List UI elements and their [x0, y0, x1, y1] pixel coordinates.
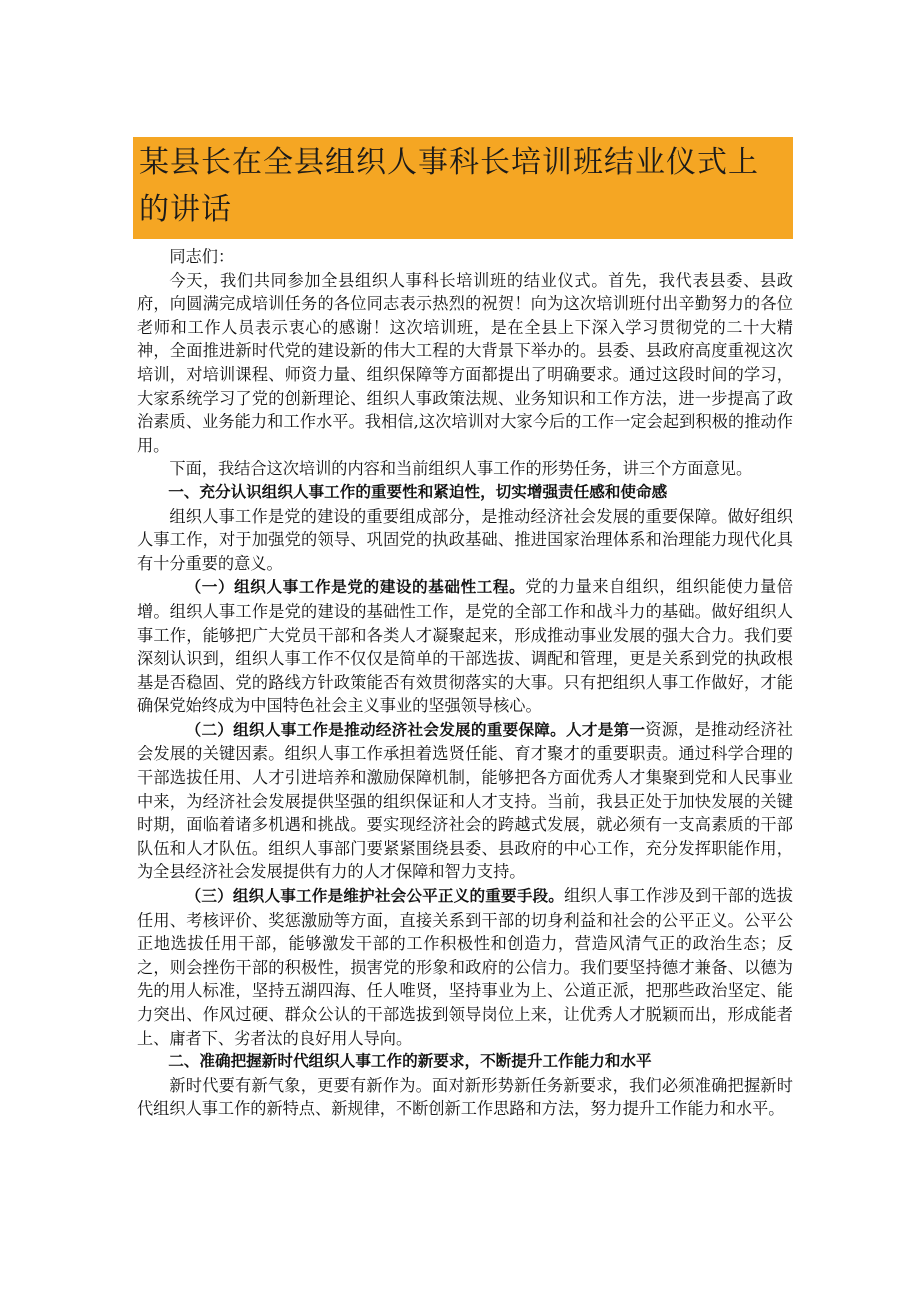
salutation: 同志们：: [169, 247, 235, 266]
document-body: [137, 245, 793, 1121]
section-2-intro: 新时代要有新气象，更要有新作为。面对新形势新任务新要求，我们必须准确把握新时代组织人事工作的新特点、新规律，不断创新工作思路和方法，努力提升工作能力和水平。: [137, 1075, 793, 1119]
section-2-heading: 二、准确把握新时代组织人事工作的新要求，不断提升工作能力和水平: [168, 1052, 652, 1071]
point-1-text: 党的力量来自组织，组织能使力量倍增。组织人事工作是党的建设的基础性工作，是党的全部工作和战斗力的基础。做好组织人事工作，能够把广大党员干部和各类人才凝聚起来，形成推动事业发展的强大合力。我们要深刻认识到，组织人事工作不仅仅是简单的干部选拔、调配和管理，更是关系到党的执政根基是否稳固、党的路线方针政策能否有效贯彻落实的大事。只有把组织人事工作做好，才能确保党始终成为中国特色社会主义事业的坚强领导核心。: [137, 577, 793, 716]
section-1-point-3: [137, 884, 793, 1050]
section-1-intro: 组织人事工作是党的建设的重要组成部分，是推动经济社会发展的重要保障。做好组织人事工作，对于加强党的领导、巩固党的执政基础、推进国家治理体系和治理能力现代化具有十分重要的意义。: [137, 506, 793, 573]
intro-paragraph-1: 今天，我们共同参加全县组织人事科长培训班的结业仪式。首先，我代表县委、县政府，向圆满完成培训任务的各位同志表示热烈的祝贺！向为这次培训班付出辛勤努力的各位老师和工作人员表示衷心的感谢！这次培训班，是在全县上下深入学习贯彻党的二十大精神，全面推进新时代党的建设新的伟大工程的大背景下举办的。县委、县政府高度重视这次培训，对培训课程、师资力量、组织保障等方面都提出了明确要求。通过这段时间的学习，大家系统学习了党的创新理论、组织人事政策法规、业务知识和工作方法，进一步提高了政治素质、业务能力和工作水平。我相信,这次培训对大家今后的工作一定会起到积极的推动作用。: [137, 270, 793, 455]
point-2-text: 资源，是推动经济社会发展的关键因素。组织人事工作承担着选贤任能、育才聚才的重要职责。通过科学合理的干部选拔任用、人才引进培养和激励保障机制，能够把各方面优秀人才集聚到党和人民事业中来，为经济社会发展提供坚强的组织保证和人才支持。当前，我县正处于加快发展的关键时期，面临着诸多机遇和挑战。要实现经济社会的跨越式发展，就必须有一支高素质的干部队伍和人才队伍。组织人事部门要紧紧围绕县委、县政府的中心工作，充分发挥职能作用，为全县经济社会发展提供有力的人才保障和智力支持。: [137, 719, 793, 882]
point-2-lead: （二）组织人事工作是推动经济社会发展的重要保障。人才是第一: [185, 720, 646, 739]
point-1-lead: （一）组织人事工作是党的建设的基础性工程。: [185, 578, 526, 597]
point-3-text: 组织人事工作涉及到干部的选拔任用、考核评价、奖惩激励等方面，直接关系到干部的切身利益和社会的公平正义。公平公正地选拔任用干部，能够激发干部的工作积极性和创造力，营造风清气正的政治生态；反之，则会挫伤干部的积极性，损害党的形象和政府的公信力。我们要坚持德才兼备、以德为先的用人标准，坚持五湖四海、任人唯贤，坚持事业为上、公道正派，把那些政治坚定、能力突出、作风过硬、群众公认的干部选拔到领导岗位上来，让优秀人才脱颖而出，形成能者上、庸者下、劣者汰的良好用人导向。: [137, 886, 793, 1048]
title-banner: [133, 137, 793, 239]
section-1-point-1: [137, 575, 793, 718]
section-1-heading: 一、充分认识组织人事工作的重要性和紧迫性，切实增强责任感和使命感: [168, 482, 668, 501]
document-title: 某县长在全县组织人事科长培训班结业仪式上的讲话: [139, 145, 759, 227]
intro-paragraph-2: 下面，我结合这次培训的内容和当前组织人事工作的形势任务，讲三个方面意见。: [169, 459, 753, 479]
section-1-point-2: [137, 718, 793, 884]
point-3-lead: （三）组织人事工作是维护社会公平正义的重要手段。: [185, 887, 565, 906]
